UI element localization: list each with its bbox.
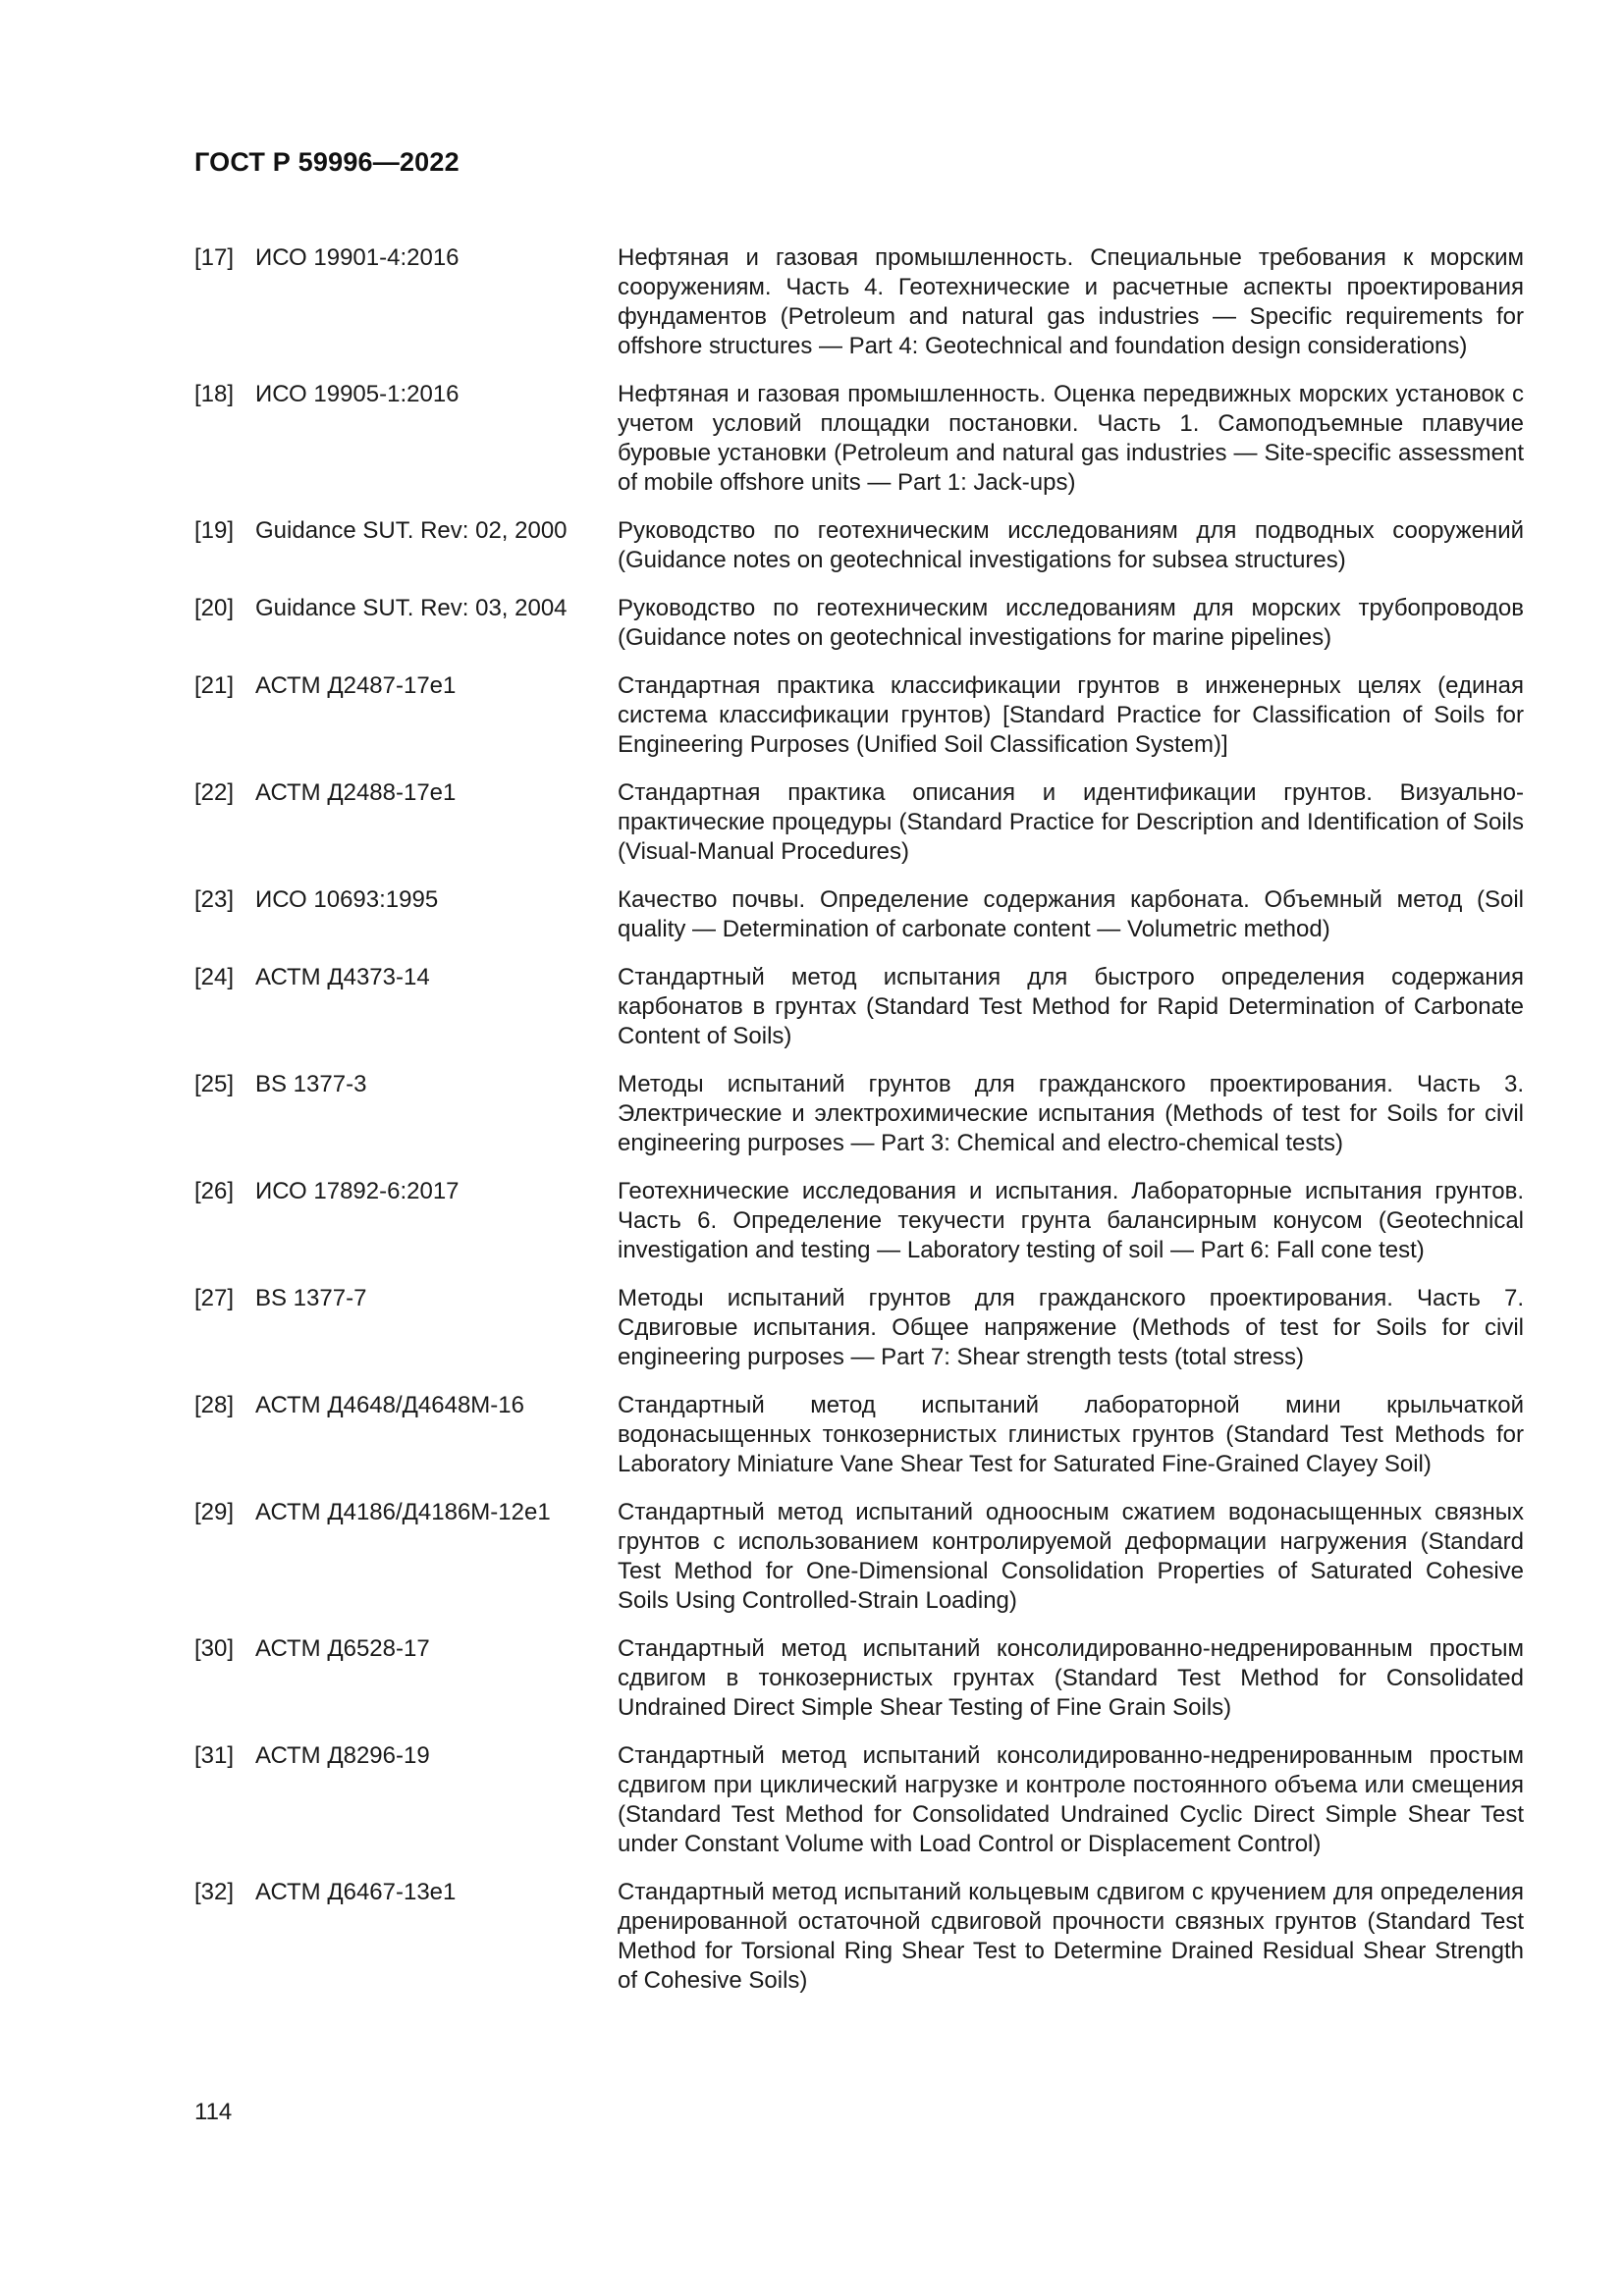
bibliography-entry xyxy=(194,671,1524,760)
entry-number: [21] xyxy=(194,672,235,699)
entry-title: Стандартный метод испытаний лабораторной мини крыльчаткой водонасыщенных тонкозернистых глинистых грунтов (Standard Test Methods for Laboratory Miniature Vane Shear Test for Saturated Fine-Grained Clayey Soil) xyxy=(618,1392,1524,1477)
entry-title: Стандартный метод испытаний консолидированно-недренированным простым сдвигом при циклический нагрузке и контроле постоянного объема или смещения (Standard Test Method for Consolidated Undrained Cyclic Direct Simple Shear Test under Constant Volume with Load Control or Displacement Control) xyxy=(618,1742,1524,1857)
document-header: ГОСТ Р 59996—2022 xyxy=(194,147,460,177)
entry-number: [26] xyxy=(194,1178,235,1204)
entry-designation: АСТМ Д4186/Д4186М-12е1 xyxy=(255,1499,551,1525)
entry-title: Геотехнические исследования и испытания. Лабораторные испытания грунтов. Часть 6. Определение текучести грунта балансирным конусом (Geotechnical investigation and testing — Laboratory testing of soil — Part 6: Fall cone test) xyxy=(618,1178,1524,1263)
entry-title: Нефтяная и газовая промышленность. Оценка передвижных морских установок с учетом условий площадки постановки. Часть 1. Самоподъемные плавучие буровые установки (Petroleum and natural gas industries — Site-specific assessment of mobile offshore units — Part 1: Jack-ups) xyxy=(618,381,1524,496)
entry-title: Качество почвы. Определение содержания карбоната. Объемный метод (Soil quality — Determination of carbonate content — Volumetric method) xyxy=(618,886,1524,942)
entry-title: Нефтяная и газовая промышленность. Специальные требования к морским сооружениям. Часть 4. Геотехнические и расчетные аспекты проектирования фундаментов (Petroleum and natural gas industries — Specific requirements for offshore structures — Part 4: Geotechnical and foundation design considerations) xyxy=(618,244,1524,359)
bibliography-entry xyxy=(194,1634,1524,1723)
bibliography-entry xyxy=(194,778,1524,867)
entry-number: [17] xyxy=(194,244,235,271)
entry-designation: АСТМ Д6528-17 xyxy=(255,1635,430,1662)
entry-designation: BS 1377-3 xyxy=(255,1071,367,1097)
bibliography-entry xyxy=(194,885,1524,944)
bibliography-entry xyxy=(194,516,1524,575)
entry-number: [18] xyxy=(194,381,235,407)
entry-number: [27] xyxy=(194,1285,235,1311)
entry-number: [22] xyxy=(194,779,235,806)
bibliography-entry xyxy=(194,963,1524,1051)
entry-designation: АСТМ Д2488-17е1 xyxy=(255,779,457,806)
entry-designation: ИСО 10693:1995 xyxy=(255,886,439,913)
entry-title: Руководство по геотехническим исследованиям для подводных сооружений (Guidance notes on geotechnical investigations for subsea structures) xyxy=(618,517,1524,573)
bibliography-entry xyxy=(194,243,1524,361)
entry-number: [24] xyxy=(194,964,235,990)
entry-number: [20] xyxy=(194,595,235,621)
bibliography-entry xyxy=(194,594,1524,653)
bibliography-list xyxy=(194,243,1524,2014)
entry-number: [31] xyxy=(194,1742,235,1769)
entry-title: Методы испытаний грунтов для гражданского проектирования. Часть 3. Электрические и электрохимические испытания (Methods of test for Soils for civil engineering purposes — Part 3: Chemical and electro-chemical tests) xyxy=(618,1071,1524,1156)
entry-number: [32] xyxy=(194,1879,235,1905)
entry-designation: АСТМ Д4373-14 xyxy=(255,964,430,990)
bibliography-entry xyxy=(194,1070,1524,1158)
entry-title: Стандартный метод испытаний консолидированно-недренированным простым сдвигом в тонкозернистых грунтах (Standard Test Method for Consolidated Undrained Direct Simple Shear Testing of Fine Grain Soils) xyxy=(618,1635,1524,1721)
entry-designation: Guidance SUT. Rev: 02, 2000 xyxy=(255,517,568,544)
entry-number: [28] xyxy=(194,1392,235,1418)
entry-title: Стандартный метод испытаний одноосным сжатием водонасыщенных связных грунтов с использованием контролируемой деформации нагружения (Standard Test Method for One-Dimensional Consolidation Properties of Saturated Cohesive Soils Using Controlled-Strain Loading) xyxy=(618,1499,1524,1614)
bibliography-entry xyxy=(194,1878,1524,1996)
bibliography-entry xyxy=(194,1284,1524,1372)
entry-designation: Guidance SUT. Rev: 03, 2004 xyxy=(255,595,568,621)
entry-title: Стандартная практика классификации грунтов в инженерных целях (единая система классификации грунтов) [Standard Practice for Classification of Soils for Engineering Purposes (Unified Soil Classification System)] xyxy=(618,672,1524,758)
bibliography-entry xyxy=(194,1177,1524,1265)
entry-designation: BS 1377-7 xyxy=(255,1285,367,1311)
entry-designation: АСТМ Д2487-17е1 xyxy=(255,672,457,699)
entry-number: [30] xyxy=(194,1635,235,1662)
bibliography-entry xyxy=(194,1741,1524,1859)
entry-designation: ИСО 19905-1:2016 xyxy=(255,381,460,407)
entry-designation: АСТМ Д4648/Д4648М-16 xyxy=(255,1392,524,1418)
entry-designation: АСТМ Д8296-19 xyxy=(255,1742,430,1769)
entry-designation: АСТМ Д6467-13е1 xyxy=(255,1879,457,1905)
entry-title: Стандартная практика описания и идентификации грунтов. Визуально-практические процедуры (Standard Practice for Description and Identification of Soils (Visual-Manual Procedures) xyxy=(618,779,1524,865)
bibliography-entry xyxy=(194,1498,1524,1616)
bibliography-entry xyxy=(194,1391,1524,1479)
entry-number: [23] xyxy=(194,886,235,913)
entry-title: Стандартный метод испытания для быстрого определения содержания карбонатов в грунтах (Standard Test Method for Rapid Determination of Carbonate Content of Soils) xyxy=(618,964,1524,1049)
entry-title: Руководство по геотехническим исследованиям для морских трубопроводов (Guidance notes on geotechnical investigations for marine pipelines) xyxy=(618,595,1524,651)
entry-number: [25] xyxy=(194,1071,235,1097)
bibliography-entry xyxy=(194,380,1524,498)
page-number: 114 xyxy=(194,2099,233,2125)
entry-number: [19] xyxy=(194,517,235,544)
entry-designation: ИСО 19901-4:2016 xyxy=(255,244,460,271)
entry-designation: ИСО 17892-6:2017 xyxy=(255,1178,460,1204)
entry-title: Стандартный метод испытаний кольцевым сдвигом с кручением для определения дренированной остаточной сдвиговой прочности связных грунтов (Standard Test Method for Torsional Ring Shear Test to Determine Drained Residual Shear Strength of Cohesive Soils) xyxy=(618,1879,1524,1994)
entry-title: Методы испытаний грунтов для гражданского проектирования. Часть 7. Сдвиговые испытания. Общее напряжение (Methods of test for Soils for civil engineering purposes — Part 7: Shear strength tests (total stress) xyxy=(618,1285,1524,1370)
entry-number: [29] xyxy=(194,1499,235,1525)
